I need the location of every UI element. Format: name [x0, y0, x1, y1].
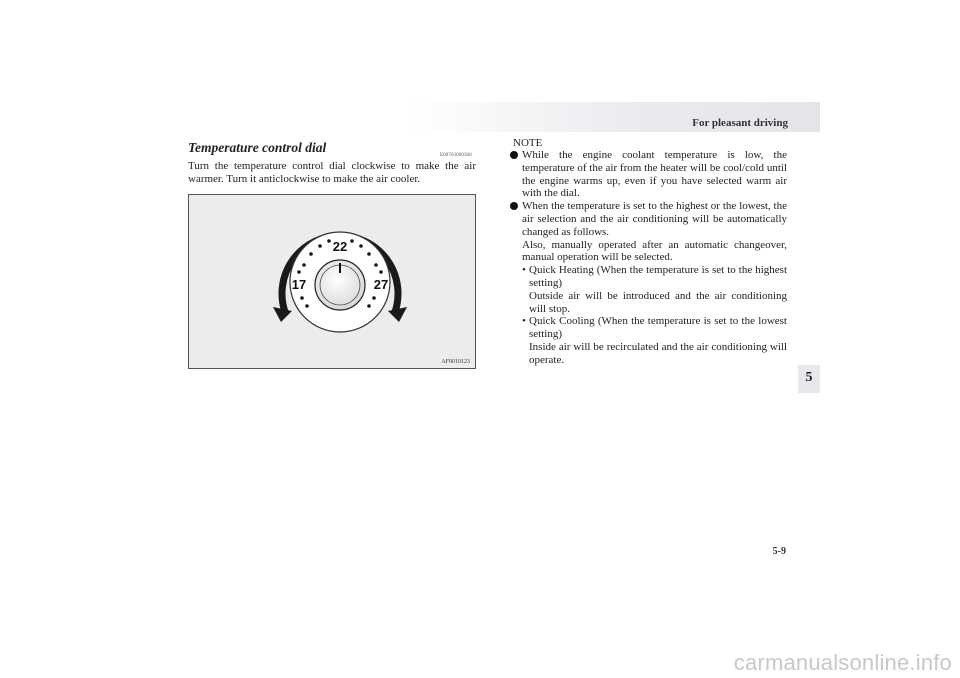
note-subitem-desc: Inside air will be recirculated and the air conditioning will operate. [529, 340, 787, 366]
temperature-dial-illustration [189, 195, 475, 368]
bullet-icon [510, 202, 518, 210]
sub-bullet: • [522, 264, 526, 277]
dial-label-left: 17 [291, 277, 307, 292]
note-item [511, 149, 787, 200]
watermark: carmanualsonline.info [733, 650, 952, 675]
note-section [511, 138, 787, 367]
section-code: E00703000360 [440, 153, 472, 158]
bullet-icon [510, 151, 518, 159]
figure-code: AF0010123 [441, 359, 470, 365]
note-subitem-title: Quick Cooling (When the temperature is set to the lowest setting) [529, 315, 787, 341]
section-title: Temperature control dial [188, 140, 327, 155]
dial-label-top: 22 [332, 239, 348, 254]
note-subitem [522, 315, 787, 366]
note-subitem [522, 264, 787, 315]
note-label: NOTE [513, 137, 543, 149]
note-item-text-secondary: Also, manually operated after an automatic changeover, manual operation will be selected. [522, 238, 787, 264]
intro-text: Turn the temperature control dial clockwise to make the air warmer. Turn it anticlockwise to make the air cooler. [188, 160, 476, 185]
header-title: For pleasant driving [692, 117, 788, 129]
temperature-dial-figure [188, 194, 476, 369]
note-item-text: When the temperature is set to the highest or the lowest, the air selection and the air conditioning will be automatically changed as follows. [522, 200, 787, 238]
page-number: 5-9 [772, 546, 786, 557]
dial-label-right: 27 [373, 277, 389, 292]
sub-bullet: • [522, 315, 526, 328]
chapter-tab-number: 5 [805, 370, 813, 385]
note-subitem-title: Quick Heating (When the temperature is set to the highest setting) [529, 264, 787, 289]
note-subitem-desc: Outside air will be introduced and the air conditioning will stop. [529, 289, 787, 315]
note-item-text: While the engine coolant temperature is low, the temperature of the air from the heater will be cool/cold until the engine warms up, even if you have selected warm air with the dial. [522, 149, 787, 200]
note-item [511, 200, 787, 366]
chapter-tab [798, 365, 820, 393]
